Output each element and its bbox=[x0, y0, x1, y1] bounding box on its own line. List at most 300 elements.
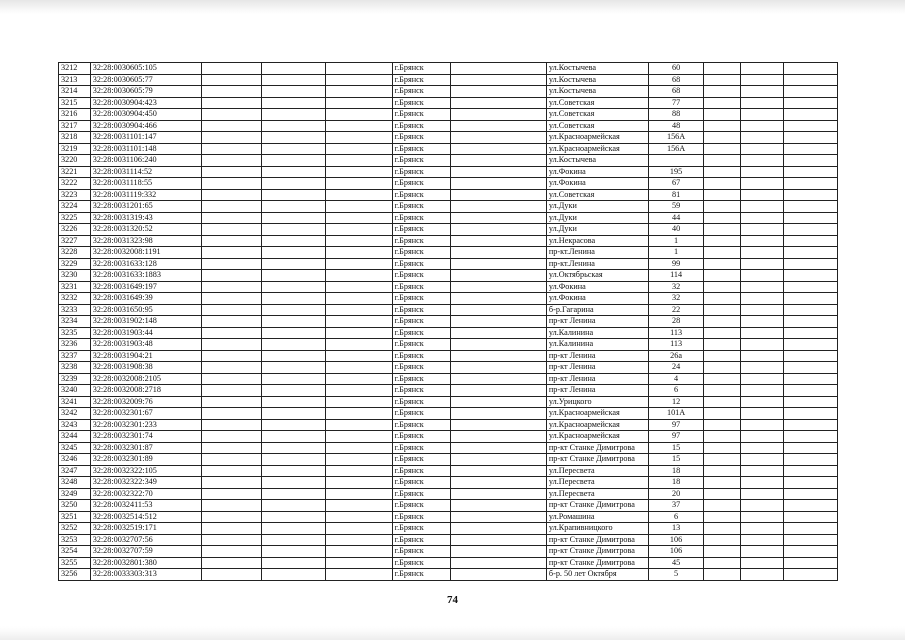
street-cell: пр-кт Ленина bbox=[546, 373, 648, 385]
empty-cell bbox=[262, 523, 325, 535]
empty-cell bbox=[450, 86, 546, 98]
cadastral-number-cell: 32:28:0031904:21 bbox=[90, 350, 202, 362]
cadastral-number-cell: 32:28:0031320:52 bbox=[90, 224, 202, 236]
house-number-cell: 12 bbox=[648, 396, 704, 408]
house-number-cell: 59 bbox=[648, 201, 704, 213]
cadastral-number-cell: 32:28:0032322:105 bbox=[90, 465, 202, 477]
house-number-cell: 48 bbox=[648, 120, 704, 132]
empty-cell bbox=[704, 419, 740, 431]
row-number-cell: 3228 bbox=[59, 247, 91, 259]
empty-cell bbox=[262, 155, 325, 167]
house-number-cell: 97 bbox=[648, 431, 704, 443]
house-number-cell: 97 bbox=[648, 419, 704, 431]
street-cell: ул.Фокина bbox=[546, 166, 648, 178]
empty-cell bbox=[202, 350, 262, 362]
empty-cell bbox=[450, 373, 546, 385]
cadastral-number-cell: 32:28:0032707:59 bbox=[90, 546, 202, 558]
empty-cell bbox=[262, 132, 325, 144]
house-number-cell: 5 bbox=[648, 569, 704, 581]
cadastral-number-cell: 32:28:0031118:55 bbox=[90, 178, 202, 190]
empty-cell bbox=[262, 557, 325, 569]
cadastral-number-cell: 32:28:0031649:39 bbox=[90, 293, 202, 305]
empty-cell bbox=[262, 534, 325, 546]
street-cell: ул.Костычева bbox=[546, 74, 648, 86]
empty-cell bbox=[704, 224, 740, 236]
empty-cell bbox=[325, 511, 392, 523]
city-cell: г.Брянск bbox=[392, 385, 450, 397]
table-row bbox=[59, 247, 838, 259]
street-cell: ул.Пересвета bbox=[546, 465, 648, 477]
street-cell: б-р.Гагарина bbox=[546, 304, 648, 316]
empty-cell bbox=[784, 488, 838, 500]
empty-cell bbox=[704, 373, 740, 385]
city-cell: г.Брянск bbox=[392, 454, 450, 466]
street-cell: ул.Красноармейская bbox=[546, 408, 648, 420]
empty-cell bbox=[704, 511, 740, 523]
empty-cell bbox=[704, 270, 740, 282]
empty-cell bbox=[450, 63, 546, 75]
empty-cell bbox=[262, 339, 325, 351]
row-number-cell: 3222 bbox=[59, 178, 91, 190]
empty-cell bbox=[262, 86, 325, 98]
city-cell: г.Брянск bbox=[392, 63, 450, 75]
empty-cell bbox=[202, 155, 262, 167]
city-cell: г.Брянск bbox=[392, 281, 450, 293]
cadastral-number-cell: 32:28:0032519:171 bbox=[90, 523, 202, 535]
table-row bbox=[59, 258, 838, 270]
street-cell: ул.Красноармейская bbox=[546, 419, 648, 431]
empty-cell bbox=[740, 155, 784, 167]
empty-cell bbox=[202, 408, 262, 420]
table-row bbox=[59, 431, 838, 443]
cadastral-number-cell: 32:28:0031633:128 bbox=[90, 258, 202, 270]
empty-cell bbox=[450, 224, 546, 236]
street-cell: ул.Костычева bbox=[546, 63, 648, 75]
street-cell: пр-кт Ленина bbox=[546, 385, 648, 397]
row-number-cell: 3233 bbox=[59, 304, 91, 316]
table-row bbox=[59, 304, 838, 316]
cadastral-number-cell: 32:28:0030904:423 bbox=[90, 97, 202, 109]
street-cell: ул.Пересвета bbox=[546, 488, 648, 500]
empty-cell bbox=[784, 109, 838, 121]
empty-cell bbox=[784, 339, 838, 351]
house-number-cell: 88 bbox=[648, 109, 704, 121]
empty-cell bbox=[784, 155, 838, 167]
table-row bbox=[59, 523, 838, 535]
empty-cell bbox=[784, 293, 838, 305]
empty-cell bbox=[202, 454, 262, 466]
city-cell: г.Брянск bbox=[392, 97, 450, 109]
empty-cell bbox=[704, 431, 740, 443]
city-cell: г.Брянск bbox=[392, 511, 450, 523]
empty-cell bbox=[325, 442, 392, 454]
empty-cell bbox=[325, 120, 392, 132]
house-number-cell: 68 bbox=[648, 86, 704, 98]
empty-cell bbox=[325, 396, 392, 408]
empty-cell bbox=[325, 385, 392, 397]
house-number-cell: 113 bbox=[648, 339, 704, 351]
empty-cell bbox=[450, 258, 546, 270]
empty-cell bbox=[450, 178, 546, 190]
cadastral-number-cell: 32:28:0032301:74 bbox=[90, 431, 202, 443]
empty-cell bbox=[740, 408, 784, 420]
empty-cell bbox=[740, 569, 784, 581]
empty-cell bbox=[262, 431, 325, 443]
empty-cell bbox=[704, 166, 740, 178]
empty-cell bbox=[704, 454, 740, 466]
empty-cell bbox=[325, 189, 392, 201]
empty-cell bbox=[740, 396, 784, 408]
empty-cell bbox=[325, 500, 392, 512]
city-cell: г.Брянск bbox=[392, 293, 450, 305]
empty-cell bbox=[450, 465, 546, 477]
empty-cell bbox=[325, 143, 392, 155]
empty-cell bbox=[740, 488, 784, 500]
row-number-cell: 3255 bbox=[59, 557, 91, 569]
city-cell: г.Брянск bbox=[392, 120, 450, 132]
row-number-cell: 3212 bbox=[59, 63, 91, 75]
empty-cell bbox=[704, 442, 740, 454]
empty-cell bbox=[202, 270, 262, 282]
table-row bbox=[59, 178, 838, 190]
house-number-cell: 1 bbox=[648, 235, 704, 247]
empty-cell bbox=[262, 143, 325, 155]
empty-cell bbox=[202, 477, 262, 489]
house-number-cell: 106 bbox=[648, 546, 704, 558]
empty-cell bbox=[784, 97, 838, 109]
table-row bbox=[59, 396, 838, 408]
empty-cell bbox=[262, 408, 325, 420]
city-cell: г.Брянск bbox=[392, 419, 450, 431]
empty-cell bbox=[740, 442, 784, 454]
row-number-cell: 3229 bbox=[59, 258, 91, 270]
table-row bbox=[59, 557, 838, 569]
row-number-cell: 3219 bbox=[59, 143, 91, 155]
table-row bbox=[59, 511, 838, 523]
empty-cell bbox=[740, 86, 784, 98]
street-cell: пр-кт Станке Димитрова bbox=[546, 454, 648, 466]
street-cell: ул.Фокина bbox=[546, 293, 648, 305]
empty-cell bbox=[784, 534, 838, 546]
street-cell: ул.Урицкого bbox=[546, 396, 648, 408]
empty-cell bbox=[202, 166, 262, 178]
empty-cell bbox=[202, 373, 262, 385]
empty-cell bbox=[784, 557, 838, 569]
empty-cell bbox=[784, 235, 838, 247]
table-row bbox=[59, 500, 838, 512]
empty-cell bbox=[325, 557, 392, 569]
empty-cell bbox=[704, 212, 740, 224]
empty-cell bbox=[262, 109, 325, 121]
row-number-cell: 3226 bbox=[59, 224, 91, 236]
empty-cell bbox=[450, 442, 546, 454]
empty-cell bbox=[450, 212, 546, 224]
empty-cell bbox=[740, 258, 784, 270]
house-number-cell: 156А bbox=[648, 143, 704, 155]
empty-cell bbox=[325, 408, 392, 420]
row-number-cell: 3253 bbox=[59, 534, 91, 546]
empty-cell bbox=[262, 304, 325, 316]
row-number-cell: 3218 bbox=[59, 132, 91, 144]
table-row bbox=[59, 373, 838, 385]
table-row bbox=[59, 143, 838, 155]
empty-cell bbox=[740, 224, 784, 236]
empty-cell bbox=[740, 270, 784, 282]
empty-cell bbox=[325, 63, 392, 75]
empty-cell bbox=[784, 189, 838, 201]
empty-cell bbox=[704, 258, 740, 270]
row-number-cell: 3221 bbox=[59, 166, 91, 178]
city-cell: г.Брянск bbox=[392, 270, 450, 282]
empty-cell bbox=[740, 178, 784, 190]
empty-cell bbox=[262, 258, 325, 270]
empty-cell bbox=[704, 362, 740, 374]
empty-cell bbox=[740, 362, 784, 374]
row-number-cell: 3225 bbox=[59, 212, 91, 224]
empty-cell bbox=[262, 189, 325, 201]
city-cell: г.Брянск bbox=[392, 247, 450, 259]
empty-cell bbox=[784, 224, 838, 236]
empty-cell bbox=[450, 408, 546, 420]
house-number-cell: 4 bbox=[648, 373, 704, 385]
row-number-cell: 3216 bbox=[59, 109, 91, 121]
empty-cell bbox=[262, 546, 325, 558]
empty-cell bbox=[202, 201, 262, 213]
empty-cell bbox=[450, 419, 546, 431]
house-number-cell: 45 bbox=[648, 557, 704, 569]
empty-cell bbox=[325, 166, 392, 178]
empty-cell bbox=[704, 63, 740, 75]
table-row bbox=[59, 316, 838, 328]
empty-cell bbox=[704, 465, 740, 477]
empty-cell bbox=[325, 419, 392, 431]
empty-cell bbox=[202, 178, 262, 190]
empty-cell bbox=[740, 212, 784, 224]
empty-cell bbox=[325, 270, 392, 282]
house-number-cell: 32 bbox=[648, 281, 704, 293]
table-row bbox=[59, 109, 838, 121]
table-row bbox=[59, 569, 838, 581]
empty-cell bbox=[325, 465, 392, 477]
table-row bbox=[59, 362, 838, 374]
house-number-cell: 1 bbox=[648, 247, 704, 259]
empty-cell bbox=[450, 109, 546, 121]
table-row bbox=[59, 189, 838, 201]
city-cell: г.Брянск bbox=[392, 201, 450, 213]
cadastral-number-cell: 32:28:0031201:65 bbox=[90, 201, 202, 213]
empty-cell bbox=[325, 212, 392, 224]
empty-cell bbox=[262, 120, 325, 132]
house-number-cell: 99 bbox=[648, 258, 704, 270]
empty-cell bbox=[262, 500, 325, 512]
empty-cell bbox=[784, 431, 838, 443]
empty-cell bbox=[202, 189, 262, 201]
city-cell: г.Брянск bbox=[392, 373, 450, 385]
city-cell: г.Брянск bbox=[392, 523, 450, 535]
street-cell: ул.Фокина bbox=[546, 178, 648, 190]
empty-cell bbox=[704, 143, 740, 155]
empty-cell bbox=[325, 224, 392, 236]
empty-cell bbox=[262, 362, 325, 374]
row-number-cell: 3248 bbox=[59, 477, 91, 489]
empty-cell bbox=[262, 247, 325, 259]
empty-cell bbox=[202, 534, 262, 546]
empty-cell bbox=[784, 327, 838, 339]
empty-cell bbox=[325, 350, 392, 362]
row-number-cell: 3237 bbox=[59, 350, 91, 362]
street-cell: пр-кт Станке Димитрова bbox=[546, 442, 648, 454]
empty-cell bbox=[325, 454, 392, 466]
row-number-cell: 3240 bbox=[59, 385, 91, 397]
empty-cell bbox=[784, 74, 838, 86]
empty-cell bbox=[262, 166, 325, 178]
empty-cell bbox=[740, 235, 784, 247]
empty-cell bbox=[784, 419, 838, 431]
street-cell: ул.Костычева bbox=[546, 155, 648, 167]
city-cell: г.Брянск bbox=[392, 477, 450, 489]
empty-cell bbox=[262, 327, 325, 339]
house-number-cell: 37 bbox=[648, 500, 704, 512]
empty-cell bbox=[784, 569, 838, 581]
empty-cell bbox=[202, 419, 262, 431]
cadastral-number-cell: 32:28:0031650:95 bbox=[90, 304, 202, 316]
empty-cell bbox=[325, 97, 392, 109]
empty-cell bbox=[784, 316, 838, 328]
house-number-cell: 13 bbox=[648, 523, 704, 535]
street-cell: ул.Красноармейская bbox=[546, 132, 648, 144]
row-number-cell: 3227 bbox=[59, 235, 91, 247]
city-cell: г.Брянск bbox=[392, 488, 450, 500]
table-row bbox=[59, 293, 838, 305]
house-number-cell: 15 bbox=[648, 454, 704, 466]
house-number-cell: 28 bbox=[648, 316, 704, 328]
empty-cell bbox=[450, 270, 546, 282]
table-row bbox=[59, 408, 838, 420]
empty-cell bbox=[704, 500, 740, 512]
row-number-cell: 3223 bbox=[59, 189, 91, 201]
empty-cell bbox=[740, 454, 784, 466]
cadastral-number-cell: 32:28:0031101:148 bbox=[90, 143, 202, 155]
empty-cell bbox=[202, 86, 262, 98]
cadastral-number-cell: 32:28:0031903:48 bbox=[90, 339, 202, 351]
empty-cell bbox=[450, 500, 546, 512]
row-number-cell: 3252 bbox=[59, 523, 91, 535]
empty-cell bbox=[450, 247, 546, 259]
table-row bbox=[59, 350, 838, 362]
empty-cell bbox=[740, 109, 784, 121]
empty-cell bbox=[784, 385, 838, 397]
empty-cell bbox=[202, 569, 262, 581]
city-cell: г.Брянск bbox=[392, 339, 450, 351]
street-cell: пр-кт Станке Димитрова bbox=[546, 500, 648, 512]
empty-cell bbox=[704, 247, 740, 259]
empty-cell bbox=[262, 316, 325, 328]
cadastral-number-cell: 32:28:0031649:197 bbox=[90, 281, 202, 293]
empty-cell bbox=[325, 155, 392, 167]
street-cell: ул.Пересвета bbox=[546, 477, 648, 489]
street-cell: пр-кт Ленина bbox=[546, 362, 648, 374]
empty-cell bbox=[325, 523, 392, 535]
street-cell: пр-кт Станке Димитрова bbox=[546, 557, 648, 569]
row-number-cell: 3215 bbox=[59, 97, 91, 109]
empty-cell bbox=[202, 546, 262, 558]
empty-cell bbox=[704, 74, 740, 86]
street-cell: ул.Калинина bbox=[546, 339, 648, 351]
cadastral-number-cell: 32:28:0031902:148 bbox=[90, 316, 202, 328]
house-number-cell: 26а bbox=[648, 350, 704, 362]
empty-cell bbox=[740, 293, 784, 305]
cadastral-number-cell: 32:28:0030904:450 bbox=[90, 109, 202, 121]
cadastral-number-cell: 32:28:0031633:1883 bbox=[90, 270, 202, 282]
empty-cell bbox=[450, 362, 546, 374]
empty-cell bbox=[450, 488, 546, 500]
cadastral-number-cell: 32:28:0031908:38 bbox=[90, 362, 202, 374]
row-number-cell: 3235 bbox=[59, 327, 91, 339]
table-row bbox=[59, 477, 838, 489]
empty-cell bbox=[202, 523, 262, 535]
cadastral-number-cell: 32:28:0030904:466 bbox=[90, 120, 202, 132]
house-number-cell: 81 bbox=[648, 189, 704, 201]
city-cell: г.Брянск bbox=[392, 431, 450, 443]
empty-cell bbox=[704, 327, 740, 339]
empty-cell bbox=[202, 247, 262, 259]
empty-cell bbox=[325, 201, 392, 213]
street-cell: ул.Костычева bbox=[546, 86, 648, 98]
cadastral-number-cell: 32:28:0032301:89 bbox=[90, 454, 202, 466]
row-number-cell: 3230 bbox=[59, 270, 91, 282]
empty-cell bbox=[450, 339, 546, 351]
street-cell: ул.Советская bbox=[546, 120, 648, 132]
empty-cell bbox=[704, 132, 740, 144]
empty-cell bbox=[704, 86, 740, 98]
empty-cell bbox=[262, 212, 325, 224]
empty-cell bbox=[202, 339, 262, 351]
empty-cell bbox=[450, 569, 546, 581]
city-cell: г.Брянск bbox=[392, 557, 450, 569]
empty-cell bbox=[202, 465, 262, 477]
empty-cell bbox=[740, 385, 784, 397]
table-row bbox=[59, 74, 838, 86]
empty-cell bbox=[202, 224, 262, 236]
cadastral-number-cell: 32:28:0031903:44 bbox=[90, 327, 202, 339]
street-cell: пр-кт.Ленина bbox=[546, 247, 648, 259]
street-cell: ул.Дуки bbox=[546, 212, 648, 224]
empty-cell bbox=[784, 396, 838, 408]
scan-top-edge bbox=[0, 0, 905, 14]
empty-cell bbox=[450, 189, 546, 201]
table-row bbox=[59, 132, 838, 144]
empty-cell bbox=[450, 534, 546, 546]
empty-cell bbox=[202, 316, 262, 328]
cadastral-number-cell: 32:28:0031101:147 bbox=[90, 132, 202, 144]
house-number-cell: 114 bbox=[648, 270, 704, 282]
cadastral-number-cell: 32:28:0032707:56 bbox=[90, 534, 202, 546]
house-number-cell: 15 bbox=[648, 442, 704, 454]
empty-cell bbox=[202, 120, 262, 132]
empty-cell bbox=[784, 304, 838, 316]
city-cell: г.Брянск bbox=[392, 178, 450, 190]
table-row bbox=[59, 224, 838, 236]
table-row bbox=[59, 212, 838, 224]
empty-cell bbox=[202, 63, 262, 75]
cadastral-number-cell: 32:28:0032301:233 bbox=[90, 419, 202, 431]
row-number-cell: 3250 bbox=[59, 500, 91, 512]
empty-cell bbox=[704, 293, 740, 305]
empty-cell bbox=[202, 235, 262, 247]
street-cell: ул.Октябрьская bbox=[546, 270, 648, 282]
empty-cell bbox=[262, 74, 325, 86]
cadastral-number-cell: 32:28:0031323:98 bbox=[90, 235, 202, 247]
